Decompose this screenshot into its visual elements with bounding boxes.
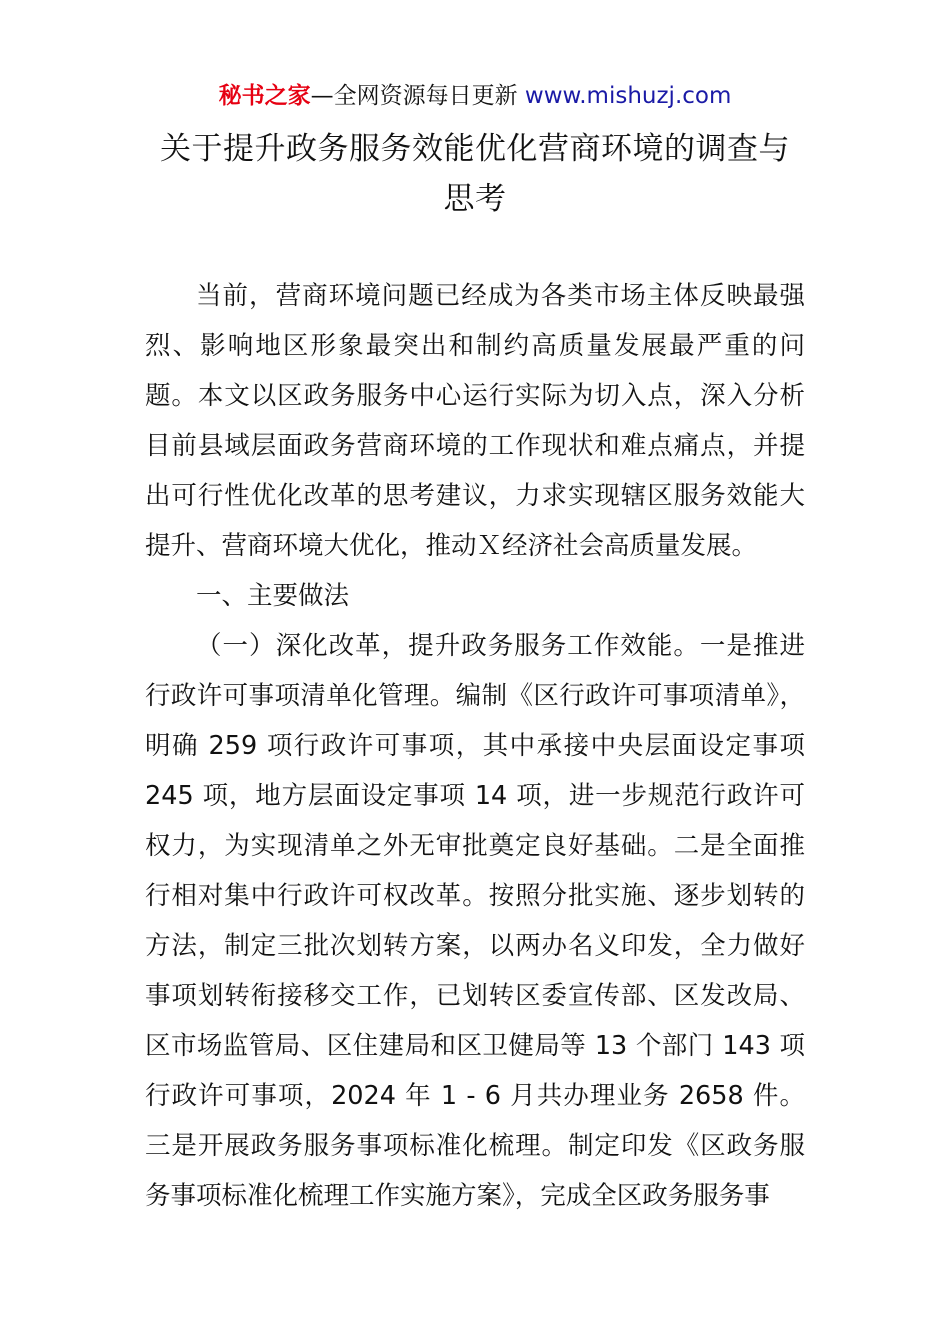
document-body [145,271,805,1221]
site-url-link[interactable]: www.mishuzj.com [524,83,732,109]
site-header [0,80,950,112]
site-brand: 秘书之家 [218,83,311,109]
document-title [145,124,805,224]
intro-paragraph: 当前，营商环境问题已经成为各类市场主体反映最强烈、影响地区形象最突出和制约高质量发展最严重的问题。本文以区政务服务中心运行实际为切入点，深入分析目前县域层面政务营商环境的工作现状和难点痛点，并提出可行性优化改革的思考建议，力求实现辖区服务效能大提升、营商环境大优化，推动Ｘ经济社会高质量发展。 [145,281,805,561]
section-heading: 一、主要做法 [196,581,350,611]
site-tagline: —全网资源每日更新 [310,83,525,109]
body-paragraph: （一）深化改革，提升政务服务工作效能。一是推进行政许可事项清单化管理。编制《区行政许可事项清单》，明确 259 项行政许可事项，其中承接中央层面设定事项 245 项，地方层面设定事项 14 项，进一步规范行政许可权力，为实现清单之外无审批奠定良好基础。二是全面推行相对集中行政许可权改革。按照分批实施、逐步划转的方法，制定三批次划转方案，以两办名义印发，全力做好事项划转衔接移交工作，已划转区委宣传部、区发改局、区市场监管局、区住建局和区卫健局等 13 个部门 143 项行政许可事项，2024 年 1 - 6 月共办理业务 2658 件。三是开展政务服务事项标准化梳理。制定印发《区政务服务事项标准化梳理工作实施方案》，完成全区政务服务事 [145,631,805,1211]
document-title-line-2: 思考 [443,181,507,217]
document-title-line-1: 关于提升政务服务效能优化营商环境的调查与 [160,131,790,167]
